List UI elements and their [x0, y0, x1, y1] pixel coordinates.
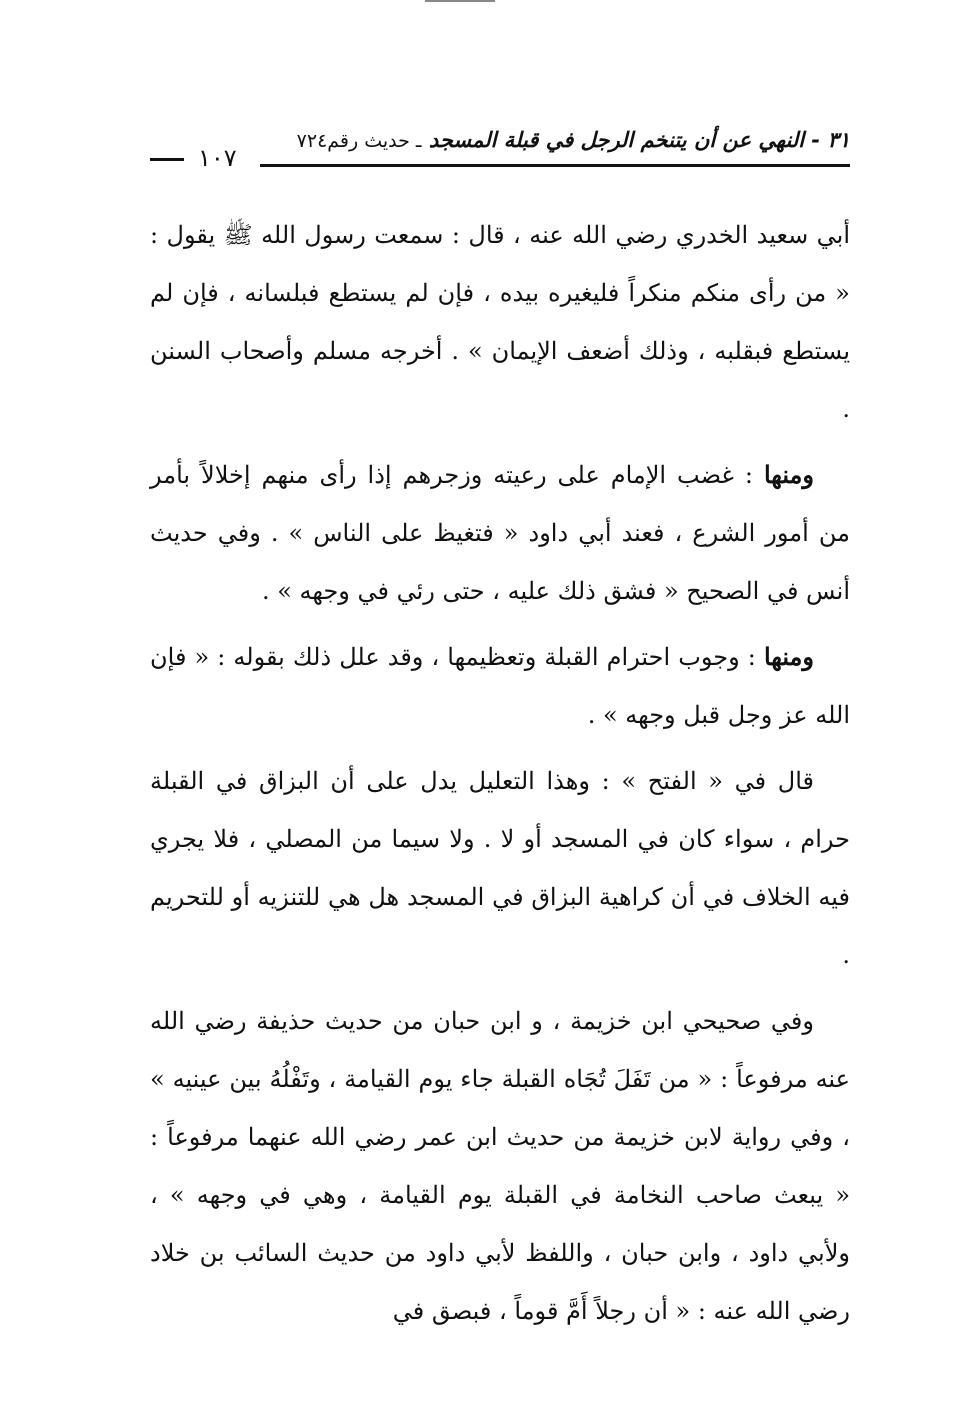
top-edge-mark — [425, 0, 495, 2]
paragraph-lead: ومنها — [763, 460, 814, 489]
paragraph-4 — [150, 752, 850, 984]
page-header — [150, 128, 850, 184]
paragraph-text: : وجوب احترام القبلة وتعظيمها ، وقد علل ذلك بقوله : « فإن الله عز وجل قبل وجهه » . — [150, 643, 850, 729]
page-number: ١٠٧ — [198, 144, 237, 172]
hadith-number: ٧٢٤ — [296, 130, 328, 152]
paragraph-1 — [150, 206, 850, 438]
body-text — [150, 206, 850, 1348]
running-header — [297, 128, 850, 152]
chapter-title: ٣١ - النهي عن أن يتنخم الرجل في قبلة المسجد — [428, 128, 850, 152]
paragraph-5 — [150, 992, 850, 1340]
paragraph-text: قال في « الفتح » : وهذا التعليل يدل على أن البزاق في القبلة حرام ، سواء كان في المسجد أو لا . ولا سيما من المصلي ، فلا يجري فيه الخلاف في أن كراهية البزاق في المسجد هل هي للتنزيه أو للتحريم . — [150, 767, 850, 969]
paragraph-text: أبي سعيد الخدري رضي الله عنه ، قال : سمعت رسول الله ﷺ يقول : « من رأى منكم منكراً فليغيره بيده ، فإن لم يستطع فبلسانه ، فإن لم يستطع فبقلبه ، وذلك أضعف الإيمان » . أخرجه مسلم وأصحاب السنن . — [150, 221, 850, 423]
paragraph-text: وفي صحيحي ابن خزيمة ، و ابن حبان من حديث حذيفة رضي الله عنه مرفوعاً : « من تَفَلَ تُجَاه القبلة جاء يوم القيامة ، وتَفْلُهُ بين عينيه » ، وفي رواية لابن خزيمة من حديث ابن عمر رضي الله عنهما مرفوعاً : « يبعث صاحب النخامة في القبلة يوم القيامة ، وهي في وجهه » ، ولأبي داود ، وابن حبان ، واللفظ لأبي داود من حديث السائب بن خلاد رضي الله عنه : « أن رجلاً أَمَّ قوماً ، فبصق في — [150, 1007, 850, 1325]
paragraph-lead: ومنها — [763, 642, 814, 671]
page-number-block — [150, 144, 237, 172]
paragraph-2 — [150, 446, 850, 620]
header-rule — [260, 164, 850, 167]
hadith-ref-label: ـ حديث رقم — [327, 130, 422, 152]
paragraph-3 — [150, 628, 850, 744]
page-number-dash — [150, 158, 184, 161]
paragraph-text: : غضب الإمام على رعيته وزجرهم إذا رأى منهم إخلالاً بأمر من أمور الشرع ، فعند أبي داود « فتغيظ على الناس » . وفي حديث أنس في الصحيح « فشق ذلك عليه ، حتى رئي في وجهه » . — [150, 461, 850, 605]
